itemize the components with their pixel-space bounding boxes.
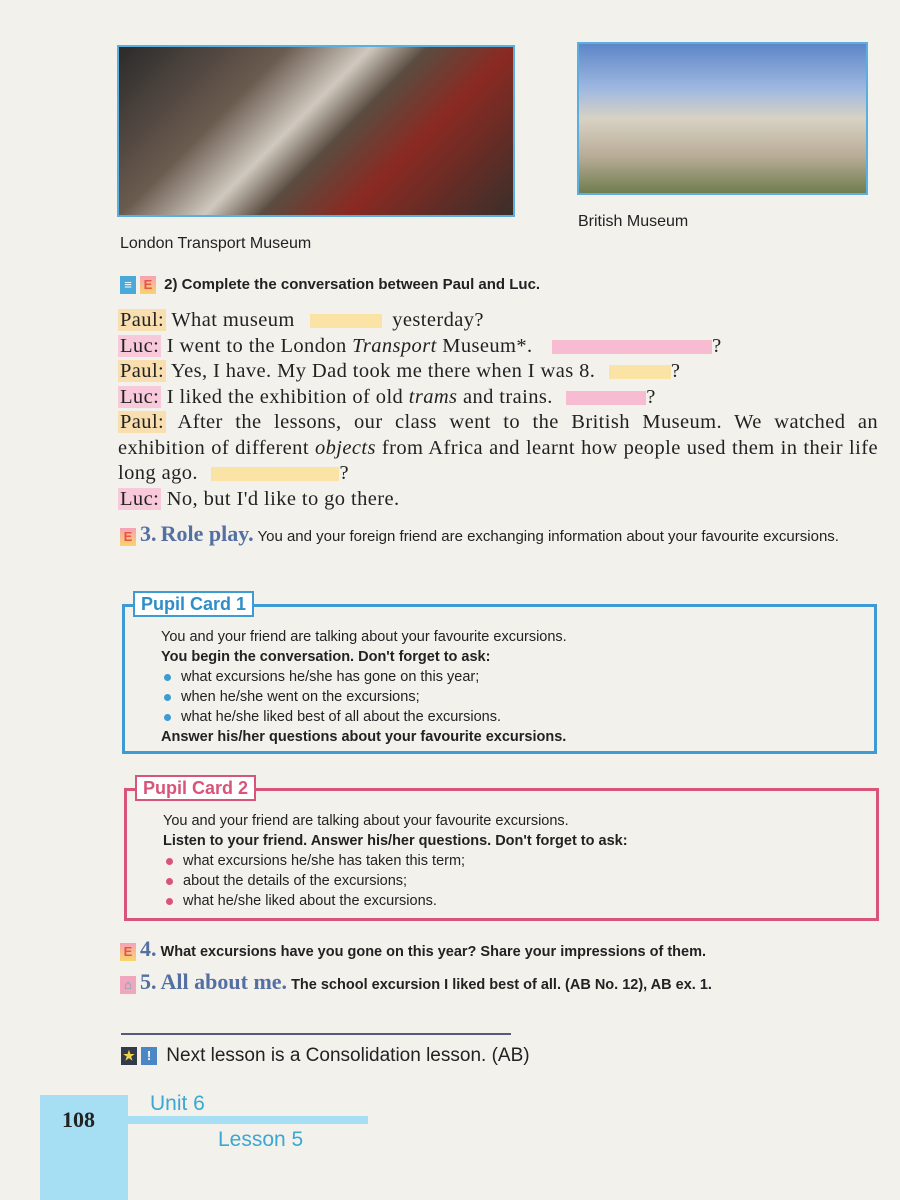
answer-blank (552, 340, 712, 354)
dialog (118, 308, 878, 512)
london-transport-museum-photo (117, 45, 515, 217)
page-number: 108 (62, 1107, 95, 1132)
exercise-2-heading (120, 276, 540, 294)
list-item: what he/she liked best of all about the excursions. (161, 707, 862, 727)
exercise-5: ⌂ 5. All about me. The school excursion I liked best of all. (AB No. 12), AB ex. 1. (120, 968, 882, 999)
pupil-card-2: Pupil Card 2 You and your friend are talking about your favourite excursions. Listen to your friend. Answer his/her questions. Don't forget to ask: what excursions he/she has taken this term; about the details of the excursions; what he/she liked about the excursions. (124, 788, 879, 921)
dialog-line: Paul: Yes, I have. My Dad took me there when I was 8. ? (120, 360, 681, 382)
dialog-line: Paul: What museum yesterday? (120, 309, 484, 331)
lesson-label: Lesson 5 (218, 1128, 304, 1151)
photo-caption: British Museum (578, 213, 689, 230)
exclamation-icon: ! (141, 1047, 157, 1065)
instruction: 2) Complete the conversation between Paul and Luc. (164, 276, 541, 293)
list-item: what he/she liked about the excursions. (163, 891, 864, 911)
e-icon: E (140, 276, 156, 294)
e-icon: E (120, 528, 136, 546)
home-icon: ⌂ (120, 976, 136, 994)
list-item: about the details of the excursions; (163, 871, 864, 891)
answer-blank (310, 314, 382, 328)
star-icon: ★ (121, 1047, 137, 1065)
list-item: when he/she went on the excursions; (161, 687, 862, 707)
dialog-line: Paul: After the lessons, our class went to the British Museum. We watched an exhibition of different objects from Africa and learnt how people used them in their life long ago. ? (118, 411, 878, 484)
unit-bar (128, 1116, 368, 1124)
list-icon: ≡ (120, 276, 136, 294)
dialog-line: Luc: I liked the exhibition of old trams and trains. ? (120, 385, 656, 408)
list-item: what excursions he/she has gone on this year; (161, 667, 862, 687)
card-title: Pupil Card 1 (133, 591, 254, 617)
dialog-line: Luc: No, but I'd like to go there. (120, 487, 400, 510)
next-lesson-note: ★ ! Next lesson is a Consolidation lesson. (AB) (121, 1045, 530, 1067)
dialog-line: Luc: I went to the London Transport Museum*. ? (120, 334, 722, 357)
british-museum-photo (577, 42, 868, 195)
unit-label: Unit 6 (150, 1092, 205, 1115)
answer-blank (566, 391, 646, 405)
exercise-4: E 4. What excursions have you gone on this year? Share your impressions of them. (120, 936, 706, 962)
pupil-card-1: Pupil Card 1 You and your friend are talking about your favourite excursions. You begin the conversation. Don't forget to ask: what excursions he/she has gone on this year; when he/she went on the excursions; what he/she liked best of all about the excursions. Answer his/her questions about your favourite excursions. (122, 604, 877, 754)
card-title: Pupil Card 2 (135, 775, 256, 801)
answer-blank (211, 467, 339, 481)
exercise-3: E 3. Role play. You and your foreign friend are exchanging information about your favourite excursions. (120, 522, 880, 549)
answer-blank (609, 365, 671, 379)
list-item: what excursions he/she has taken this term; (163, 851, 864, 871)
e-icon: E (120, 943, 136, 961)
divider (121, 1033, 511, 1035)
photo-caption: London Transport Museum (120, 235, 312, 252)
